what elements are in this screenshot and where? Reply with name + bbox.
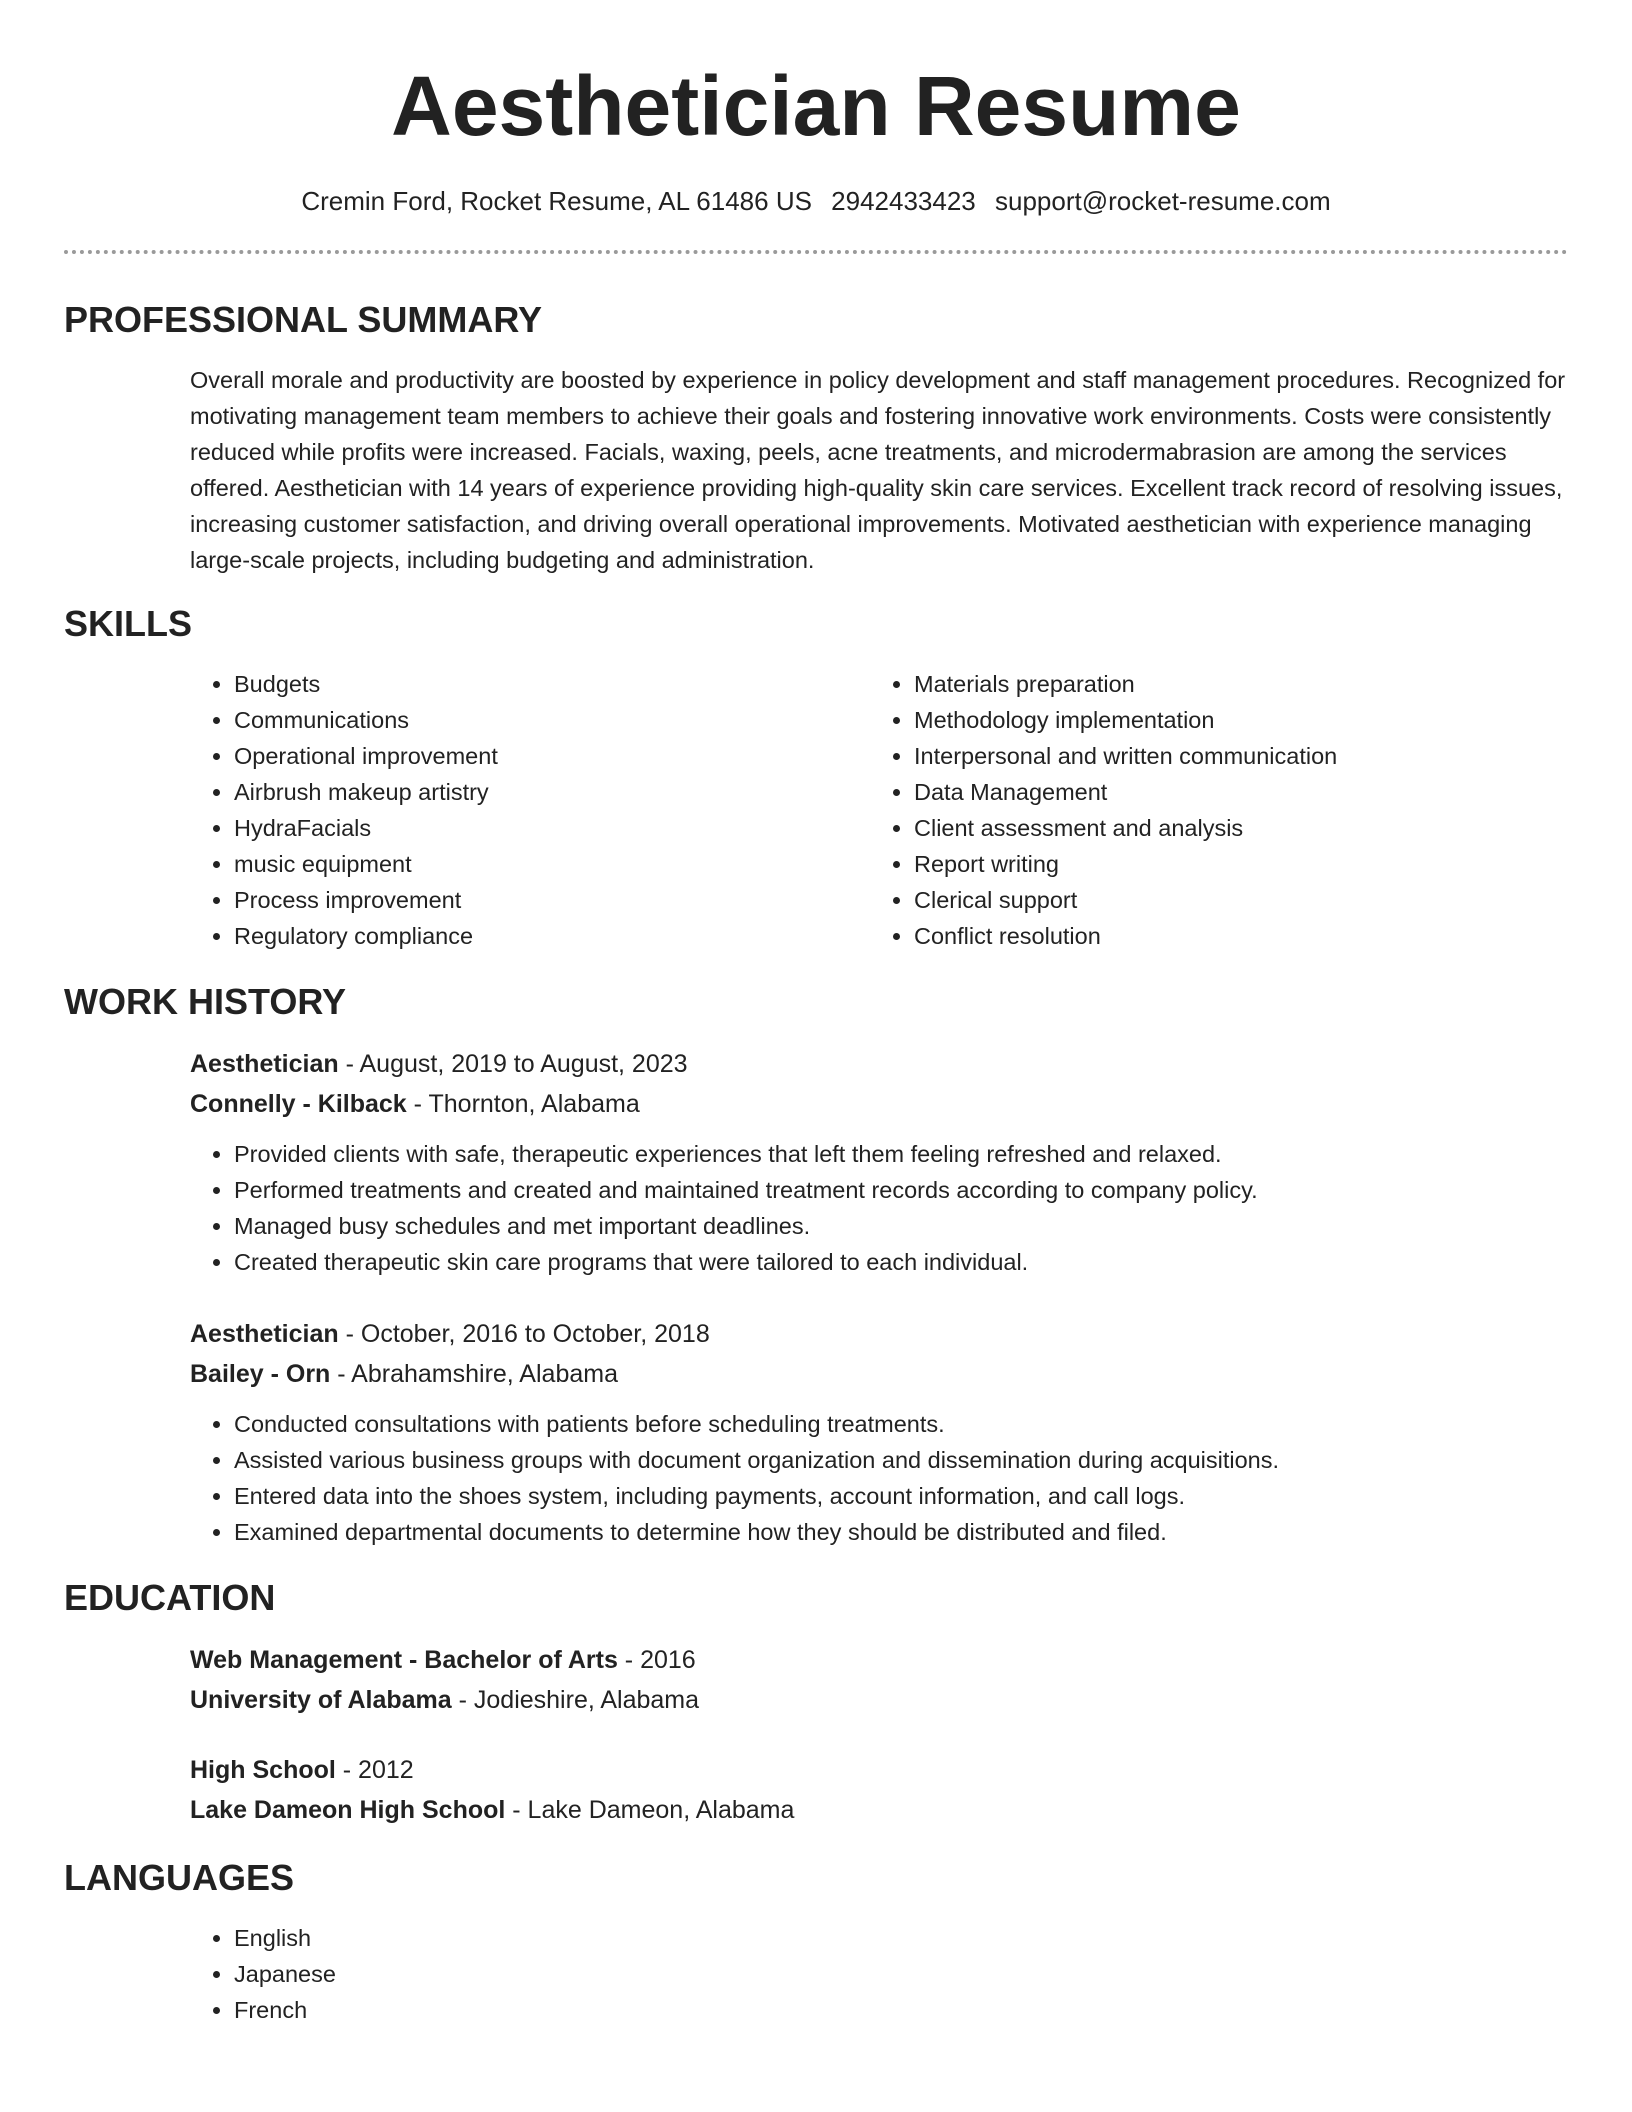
skill-item: • Process improvement — [234, 882, 870, 918]
education-school-line — [190, 1680, 1568, 1720]
language-item: • French — [234, 1992, 1568, 2028]
job-bullet: • Created therapeutic skin care programs that were tailored to each individual. — [234, 1244, 1568, 1280]
contact-email[interactable]: support@rocket-resume.com — [995, 186, 1331, 216]
skill-item: • Client assessment and analysis — [914, 810, 1550, 846]
education-year: - 2016 — [617, 1646, 696, 1674]
job-company: Connelly - Kilback — [190, 1090, 407, 1118]
contact-address: Cremin Ford, Rocket Resume, AL 61486 US — [301, 186, 812, 216]
job-title: Aesthetician — [190, 1320, 339, 1348]
skill-item: • Operational improvement — [234, 738, 870, 774]
skill-item: • Materials preparation — [914, 666, 1550, 702]
education-degree-line — [190, 1640, 1568, 1680]
job-entry — [190, 1314, 1568, 1550]
job-company-line — [190, 1084, 1568, 1124]
job-bullet: • Performed treatments and created and maintained treatment records according to company policy. — [234, 1172, 1568, 1208]
skill-item: • Conflict resolution — [914, 918, 1550, 954]
header-divider — [64, 250, 1568, 254]
skill-item: • Methodology implementation — [914, 702, 1550, 738]
job-location: - Thornton, Alabama — [406, 1090, 640, 1118]
education-heading: EDUCATION — [64, 1577, 276, 1618]
contact-line — [64, 184, 1568, 218]
job-dates: - August, 2019 to August, 2023 — [338, 1050, 688, 1078]
job-entry — [190, 1044, 1568, 1280]
job-dates: - October, 2016 to October, 2018 — [338, 1320, 710, 1348]
contact-phone[interactable]: 2942433423 — [831, 186, 976, 216]
skill-item: • HydraFacials — [234, 810, 870, 846]
job-bullet: • Entered data into the shoes system, including payments, account information, and call logs. — [234, 1478, 1568, 1514]
summary-heading: PROFESSIONAL SUMMARY — [64, 299, 543, 340]
job-company: Bailey - Orn — [190, 1360, 331, 1388]
skill-item: • Airbrush makeup artistry — [234, 774, 870, 810]
education-entry — [190, 1750, 1568, 1830]
skill-item: • Regulatory compliance — [234, 918, 870, 954]
job-location: - Abrahamshire, Alabama — [330, 1360, 618, 1388]
education-year: - 2012 — [335, 1756, 414, 1784]
skill-item: • Communications — [234, 702, 870, 738]
education-degree-line — [190, 1750, 1568, 1790]
skill-item: • Report writing — [914, 846, 1550, 882]
languages-list — [190, 1920, 1568, 2028]
job-bullet: • Examined departmental documents to determine how they should be distributed and filed. — [234, 1514, 1568, 1550]
skills-column-right — [870, 666, 1550, 954]
skill-item: • Interpersonal and written communication — [914, 738, 1550, 774]
work-heading: WORK HISTORY — [64, 981, 347, 1022]
education-location: - Jodieshire, Alabama — [451, 1686, 700, 1714]
skill-item: • Data Management — [914, 774, 1550, 810]
education-school: University of Alabama — [190, 1686, 452, 1714]
summary-text: Overall morale and productivity are boosted by experience in policy development and staff management procedures. Recognized for motivating management team members to achieve their goals and fostering innovative work environments. Costs were consistently reduced while profits were increased. Facials, waxing, peels, acne treatments, and microdermabrasion are among the services offered. Aesthetician with 14 years of experience providing high-quality skin care services. Excellent track record of resolving issues, increasing customer satisfaction, and driving overall operational improvements. Motivated aesthetician with experience managing large-scale projects, including budgeting and administration. — [190, 367, 1566, 573]
job-bullet: • Provided clients with safe, therapeutic experiences that left them feeling refreshed and relaxed. — [234, 1136, 1568, 1172]
job-bullet: • Assisted various business groups with document organization and dissemination during acquisitions. — [234, 1442, 1568, 1478]
job-title-line — [190, 1044, 1568, 1084]
resume-title: Aesthetician Resume — [391, 59, 1241, 153]
education-location: - Lake Dameon, Alabama — [505, 1796, 795, 1824]
language-item: • Japanese — [234, 1956, 1568, 1992]
education-entry — [190, 1640, 1568, 1720]
skills-list — [190, 666, 1568, 954]
skill-item: • music equipment — [234, 846, 870, 882]
education-degree: High School — [190, 1756, 336, 1784]
skills-column-left — [190, 666, 870, 954]
languages-heading: LANGUAGES — [64, 1857, 295, 1898]
job-title: Aesthetician — [190, 1050, 339, 1078]
job-title-line — [190, 1314, 1568, 1354]
education-school-line — [190, 1790, 1568, 1830]
language-item: • English — [234, 1920, 1568, 1956]
job-bullet: • Conducted consultations with patients before scheduling treatments. — [234, 1406, 1568, 1442]
skills-heading: SKILLS — [64, 603, 193, 644]
job-bullet: • Managed busy schedules and met important deadlines. — [234, 1208, 1568, 1244]
skill-item: • Clerical support — [914, 882, 1550, 918]
education-school: Lake Dameon High School — [190, 1796, 506, 1824]
education-degree: Web Management - Bachelor of Arts — [190, 1646, 618, 1674]
job-company-line — [190, 1354, 1568, 1394]
skill-item: • Budgets — [234, 666, 870, 702]
